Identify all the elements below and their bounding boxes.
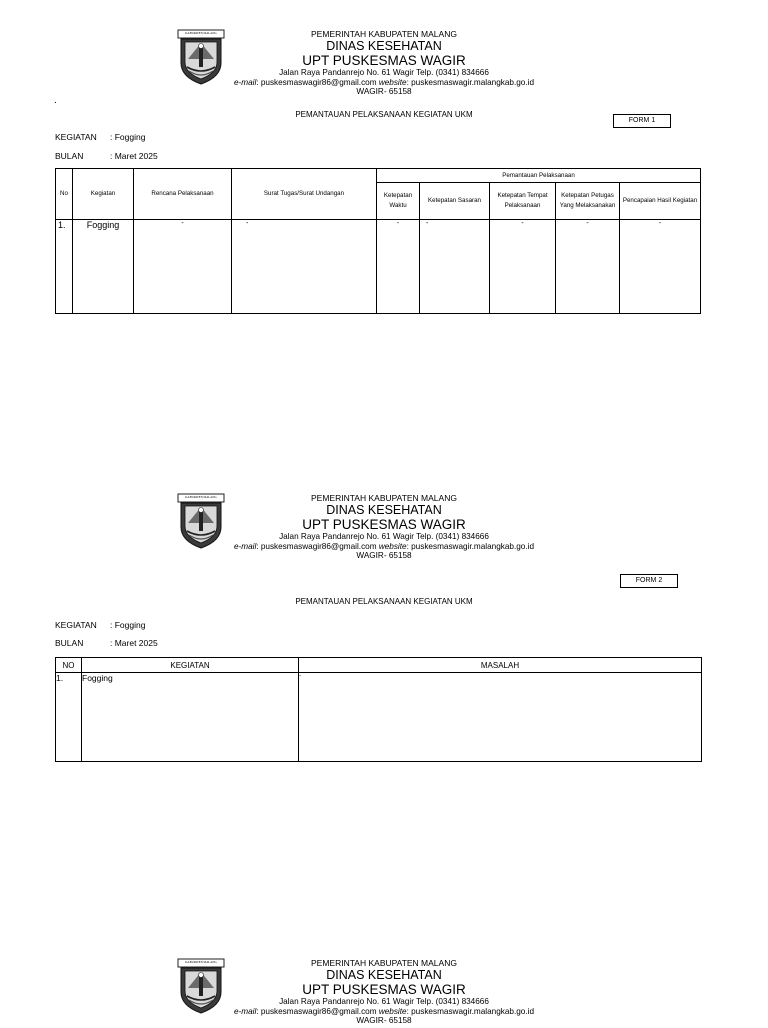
address: Jalan Raya Pandanrejo No. 61 Wagir Telp. (0341) 834666 xyxy=(279,68,489,77)
contact-line: e-mail: puskesmaswagir86@gmail.com website: puskesmaswagir.malangkab.go.id xyxy=(233,77,535,87)
crest-banner-text: KABUPATEN MALANG xyxy=(185,31,217,35)
cell-sasaran: - xyxy=(420,220,490,314)
col-petugas: Ketepatan Petugas Yang Melaksanakan xyxy=(556,183,620,220)
postal-code: WAGIR- 65158 xyxy=(356,1016,412,1025)
table-row xyxy=(56,673,702,762)
cell-masalah: - xyxy=(299,673,702,762)
col-rencana: Rencana Pelaksanaan xyxy=(134,169,232,220)
col-kegiatan: Kegiatan xyxy=(73,169,134,220)
form1-bulan: BULAN : Maret 2025 xyxy=(55,151,158,161)
cell-pencapaian: - xyxy=(620,220,701,314)
col-pencapaian: Pencapaian Hasil Kegiatan xyxy=(620,183,701,220)
form2-kegiatan: KEGIATAN : Fogging xyxy=(55,620,146,630)
cell-surat: - xyxy=(232,220,377,314)
col-tempat: Ketepatan Tempat Pelaksanaan xyxy=(490,183,556,220)
form1-title: PEMANTAUAN PELAKSANAAN KEGIATAN UKM xyxy=(295,110,473,119)
col-waktu: Ketepatan Waktu xyxy=(377,183,420,220)
form2-title: PEMANTAUAN PELAKSANAAN KEGIATAN UKM xyxy=(295,597,473,606)
letterhead xyxy=(0,29,768,99)
postal-code: WAGIR- 65158 xyxy=(356,551,412,560)
cell-petugas: - xyxy=(556,220,620,314)
postal-code: WAGIR- 65158 xyxy=(356,87,412,96)
letterhead xyxy=(0,493,768,563)
crest-banner-text: KABUPATEN MALANG xyxy=(185,495,217,499)
office-name: UPT PUSKESMAS WAGIR xyxy=(302,53,466,68)
crest-banner-text: KABUPATEN MALANG xyxy=(185,960,217,964)
col-group-pemantauan: Pemantauan Pelaksanaan xyxy=(377,169,701,183)
form2-bulan: BULAN : Maret 2025 xyxy=(55,638,158,648)
cell-no: 1. xyxy=(56,673,82,762)
address: Jalan Raya Pandanrejo No. 61 Wagir Telp. (0341) 834666 xyxy=(279,532,489,541)
cell-rencana: - xyxy=(134,220,232,314)
government-name: PEMERINTAH KABUPATEN MALANG xyxy=(311,29,457,39)
cell-kegiatan: Fogging xyxy=(82,673,299,762)
col-sasaran: Ketepatan Sasaran xyxy=(420,183,490,220)
form2-label: FORM 2 xyxy=(620,574,678,588)
government-name: PEMERINTAH KABUPATEN MALANG xyxy=(311,493,457,503)
agency-name: DINAS KESEHATAN xyxy=(326,968,442,982)
col-masalah: MASALAH xyxy=(299,658,702,673)
form1-table xyxy=(55,168,701,314)
col-no: NO xyxy=(56,658,82,673)
stray-mark: . xyxy=(54,95,57,106)
col-surat: Surat Tugas/Surat Undangan xyxy=(232,169,377,220)
letterhead xyxy=(0,958,768,1028)
government-name: PEMERINTAH KABUPATEN MALANG xyxy=(311,958,457,968)
col-kegiatan: KEGIATAN xyxy=(82,658,299,673)
cell-kegiatan: Fogging xyxy=(73,220,134,314)
form1-label: FORM 1 xyxy=(613,114,671,128)
contact-line: e-mail: puskesmaswagir86@gmail.com website: puskesmaswagir.malangkab.go.id xyxy=(233,1006,535,1016)
contact-line: e-mail: puskesmaswagir86@gmail.com website: puskesmaswagir.malangkab.go.id xyxy=(233,541,535,551)
cell-tempat: - xyxy=(490,220,556,314)
address: Jalan Raya Pandanrejo No. 61 Wagir Telp. (0341) 834666 xyxy=(279,997,489,1006)
cell-waktu: - xyxy=(377,220,420,314)
form1-kegiatan: KEGIATAN : Fogging xyxy=(55,132,146,142)
col-no: No xyxy=(56,169,73,220)
cell-no: 1. xyxy=(56,220,73,314)
agency-name: DINAS KESEHATAN xyxy=(326,503,442,517)
table-row xyxy=(56,220,701,314)
agency-name: DINAS KESEHATAN xyxy=(326,39,442,53)
form2-table xyxy=(55,657,702,762)
office-name: UPT PUSKESMAS WAGIR xyxy=(302,517,466,532)
office-name: UPT PUSKESMAS WAGIR xyxy=(302,982,466,997)
